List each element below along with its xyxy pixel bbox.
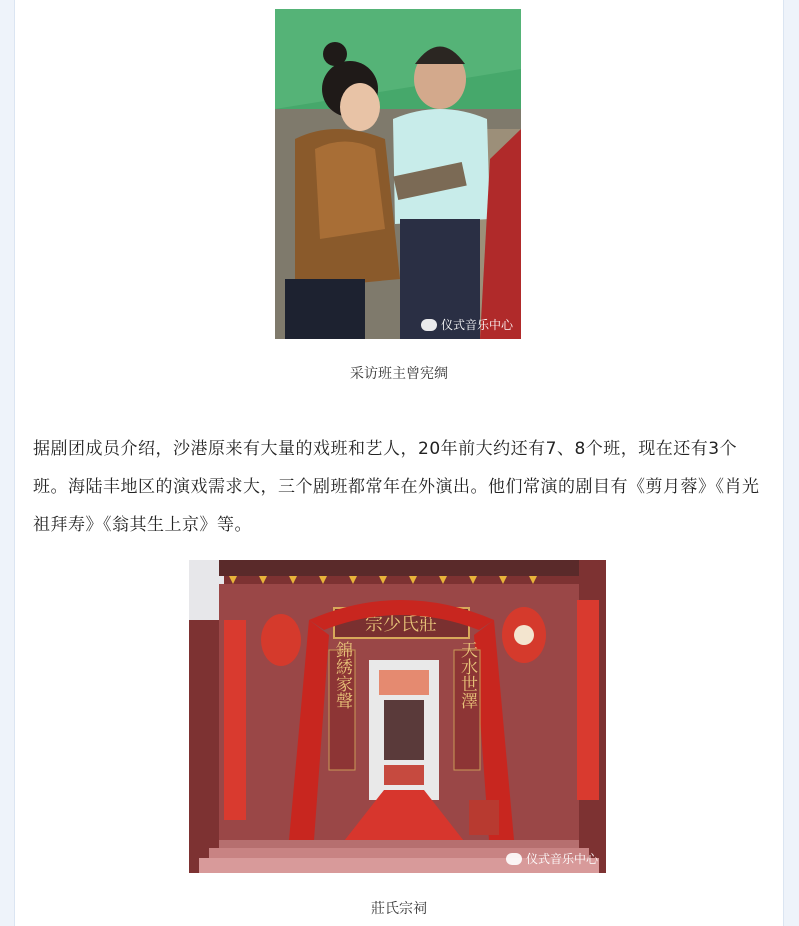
interview-photo-illustration — [275, 9, 521, 339]
interview-photo — [275, 9, 521, 339]
watermark-text: 仪式音乐中心 — [440, 318, 513, 332]
left-couplet-lettering: 錦綉家聲 — [332, 641, 352, 709]
figure-caption: 莊氏宗祠 — [371, 901, 427, 917]
plaque-lettering: 宗少氏莊 — [365, 614, 437, 635]
article-paragraph: 据剧团成员介绍，沙港原来有大量的戏班和艺人，20年前大约还有7、8个班，现在还有3个班。海陆丰地区的演戏需求大，三个剧班都常年在外演出。他们常演的剧目有《剪月蓉》《肖光祖拜寿》《翁其生上京》等。 — [33, 439, 760, 535]
watermark — [421, 316, 513, 333]
watermark — [506, 850, 598, 867]
right-couplet-lettering: 天水世澤 — [457, 641, 477, 709]
ancestral-hall-photo — [189, 560, 606, 873]
ancestral-hall-illustration — [189, 560, 606, 873]
wechat-icon — [421, 319, 437, 331]
figure-caption: 采访班主曾宪绸 — [350, 366, 448, 382]
watermark-text: 仪式音乐中心 — [525, 852, 598, 866]
wechat-icon — [506, 853, 522, 865]
article-page — [14, 0, 784, 926]
